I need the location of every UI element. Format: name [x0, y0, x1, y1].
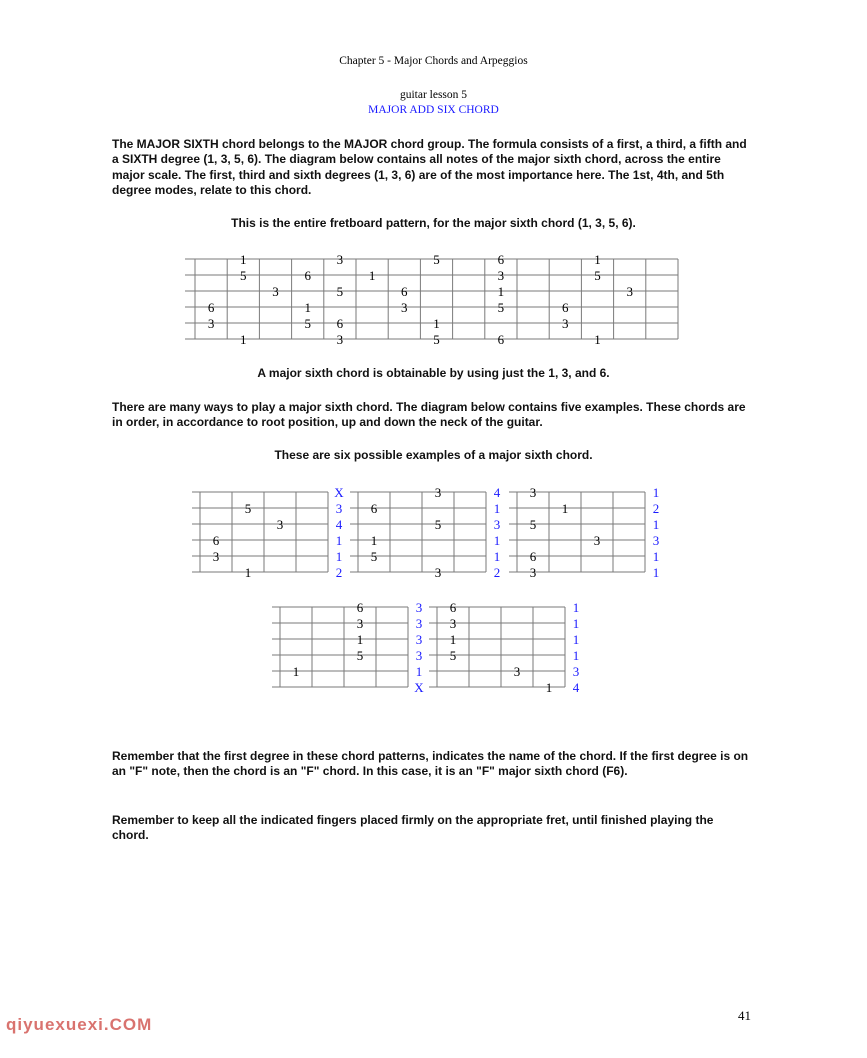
chord-3-note: 1	[561, 501, 569, 516]
chapter-header: Chapter 5 - Major Chords and Arpeggios	[339, 55, 528, 67]
chord-1-note: 3	[212, 549, 220, 564]
fretboard-note: 6	[207, 300, 215, 315]
chord-1-finger-label: X	[334, 485, 344, 500]
chord-2-finger-label: 1	[493, 533, 501, 548]
page-number: 41	[738, 1008, 751, 1023]
fretboard-note: 6	[497, 252, 505, 267]
chord-4-note: 1	[356, 632, 364, 647]
chord-1-finger-label: 1	[335, 549, 343, 564]
chord-4-finger-label: 1	[415, 664, 423, 679]
remember-first-degree-paragraph: Remember that the first degree in these chord patterns, indicates the name of the chord. If the first degree is on an "F" note, then the chord is an "F" chord. In this case, it is an "F" major sixth chord (F6).	[112, 749, 749, 779]
chord-2-note: 5	[370, 549, 378, 564]
chord-5-note: 6	[449, 600, 457, 615]
chord-1-note: 3	[276, 517, 284, 532]
chord-3-finger-label: 1	[652, 485, 660, 500]
fretboard-note: 5	[336, 284, 344, 299]
fretboard-note: 1	[594, 332, 601, 347]
fretboard-note: 1	[433, 316, 440, 331]
fretboard-note: 1	[368, 268, 376, 283]
watermark: qiyuexuexi.COM	[6, 1015, 153, 1034]
chord-examples-diagram	[0, 478, 867, 708]
chord-4-finger-label: 3	[415, 600, 423, 615]
obtain-caption: A major sixth chord is obtainable by using just the 1, 3, and 6.	[257, 366, 610, 380]
chord-4-finger-label: 3	[415, 648, 423, 663]
fretboard-note: 1	[240, 252, 247, 267]
chord-2-note: 3	[434, 485, 442, 500]
chord-2-finger-label: 1	[493, 549, 501, 564]
chord-3-finger-label: 1	[652, 549, 660, 564]
chord-3-finger-label: 2	[652, 501, 660, 516]
chord-3-note: 3	[529, 565, 537, 580]
chord-3-note: 3	[593, 533, 601, 548]
examples-caption: These are six possible examples of a major sixth chord.	[274, 448, 593, 462]
chord-2-note: 3	[434, 565, 442, 580]
chord-1-finger-label: 3	[335, 501, 343, 516]
fretboard-note: 5	[240, 268, 247, 283]
chord-3-finger-label: 1	[652, 565, 660, 580]
fretboard-note: 1	[304, 300, 311, 315]
chord-1-note: 6	[212, 533, 220, 548]
chord-3-finger-label: 1	[652, 517, 660, 532]
fretboard-note: 5	[433, 252, 440, 267]
intro-paragraph: The MAJOR SIXTH chord belongs to the MAJOR chord group. The formula consists of a first, a third, a fifth and a SIXTH degree (1, 3, 5, 6). The diagram below contains all notes of the major sixth chord, across the entire major scale. The first, third and sixth degrees (1, 3, 6) are of the most importance here. The 1st, 4th, and 5th degree modes, relate to this chord.	[112, 137, 747, 198]
fretboard-note: 6	[401, 284, 408, 299]
chord-2-note: 5	[434, 517, 442, 532]
remember-fingers-paragraph: Remember to keep all the indicated fingers placed firmly on the appropriate fret, until finished playing the chord.	[112, 813, 714, 843]
chord-5-note: 3	[513, 664, 521, 679]
chord-4-note: 6	[356, 600, 364, 615]
chord-2-finger-label: 3	[493, 517, 501, 532]
fretboard-note: 3	[336, 332, 344, 347]
chord-2-note: 1	[370, 533, 378, 548]
fretboard-note: 3	[401, 300, 408, 315]
chord-4-note: 3	[356, 616, 364, 631]
chord-5-finger-label: 1	[572, 632, 580, 647]
fretboard-note: 6	[304, 268, 311, 283]
chord-5-finger-label: 1	[572, 616, 580, 631]
fretboard-note: 6	[562, 300, 569, 315]
fretboard-note: 6	[497, 332, 505, 347]
fretboard-note: 5	[594, 268, 601, 283]
chord-5-note: 3	[449, 616, 457, 631]
fretboard-note: 1	[240, 332, 247, 347]
fretboard-note: 3	[336, 252, 344, 267]
chord-2-finger-label: 4	[493, 485, 501, 500]
chord-2-note: 6	[370, 501, 378, 516]
chord-5-note: 5	[449, 648, 457, 663]
fretboard-note: 5	[304, 316, 311, 331]
fretboard-note: 1	[594, 252, 601, 267]
chord-3-note: 6	[529, 549, 537, 564]
chord-5-note: 1	[545, 680, 553, 695]
chord-1-finger-label: 1	[335, 533, 343, 548]
chord-5-finger-label: 4	[572, 680, 580, 695]
chord-3-finger-label: 3	[652, 533, 660, 548]
fretboard-note: 3	[562, 316, 569, 331]
chord-5-finger-label: 1	[572, 600, 580, 615]
chord-3-note: 5	[529, 517, 537, 532]
fretboard-note: 3	[497, 268, 505, 283]
chord-2-finger-label: 1	[493, 501, 501, 516]
chord-4-finger-label: 3	[415, 616, 423, 631]
chord-3-note: 3	[529, 485, 537, 500]
fretboard-note: 3	[272, 284, 279, 299]
chord-4-finger-label: 3	[415, 632, 423, 647]
fretboard-note: 5	[497, 300, 505, 315]
chord-1-finger-label: 4	[335, 517, 343, 532]
fretboard-note: 6	[336, 316, 344, 331]
fretboard-note: 5	[433, 332, 440, 347]
pattern-caption: This is the entire fretboard pattern, for the major sixth chord (1, 3, 5, 6).	[231, 216, 636, 230]
chord-1-note: 5	[244, 501, 252, 516]
chord-5-finger-label: 3	[572, 664, 580, 679]
fretboard-note: 3	[207, 316, 215, 331]
many-ways-paragraph: There are many ways to play a major sixth chord. The diagram below contains five examples. These chords are in order, in accordance to root position, up and down the neck of the guitar.	[112, 400, 746, 430]
chord-1-finger-label: 2	[335, 565, 343, 580]
chord-5-finger-label: 1	[572, 648, 580, 663]
chord-4-finger-label: X	[414, 680, 424, 695]
chord-2-finger-label: 2	[493, 565, 501, 580]
chord-1-note: 1	[244, 565, 252, 580]
fretboard-note: 3	[626, 284, 633, 299]
chord-4-note: 1	[292, 664, 300, 679]
chord-5-note: 1	[449, 632, 457, 647]
lesson-title: MAJOR ADD SIX CHORD	[368, 104, 499, 116]
fretboard-note: 1	[497, 284, 505, 299]
lesson-label: guitar lesson 5	[399, 89, 468, 101]
chord-4-note: 5	[356, 648, 364, 663]
